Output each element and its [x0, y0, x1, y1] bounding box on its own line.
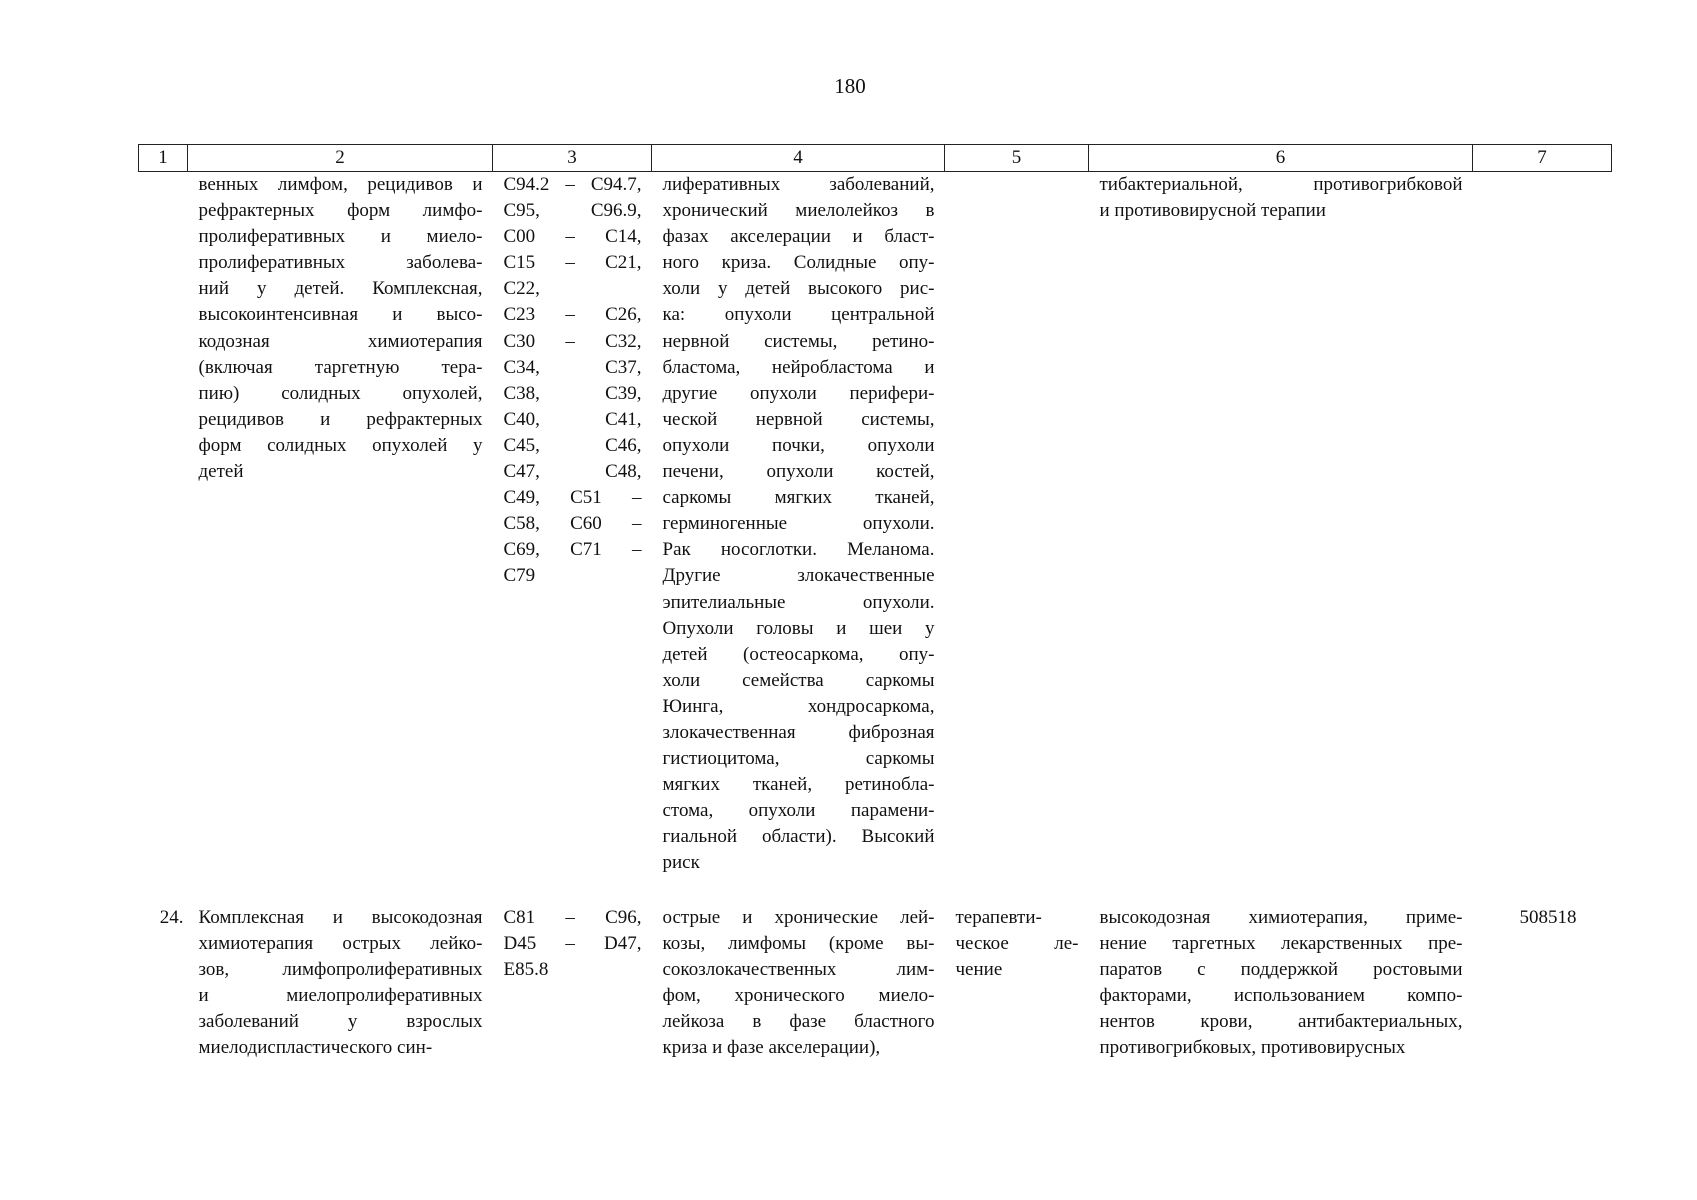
service-name-line: пролиферативных заболева- — [198, 252, 483, 274]
icd-codes-line: C95, C96.9, — [503, 200, 642, 222]
column-header-1: 1 — [139, 145, 188, 172]
patient-model-line: козы, лимфомы (кроме вы- — [662, 932, 935, 954]
page-number: 180 — [834, 74, 866, 98]
column-header-2: 2 — [188, 145, 493, 172]
service-name-line: рецидивов и рефрактерных — [198, 408, 483, 430]
treatment-method-line: противогрибковых, противовирусных — [1099, 1037, 1406, 1058]
services-table — [138, 144, 1612, 1061]
service-name-line: ний у детей. Комплексная, — [198, 278, 483, 300]
column-header-6: 6 — [1089, 145, 1473, 172]
column-header-7: 7 — [1473, 145, 1612, 172]
patient-model-line: гиальной области). Высокий — [662, 826, 935, 848]
patient-model-line: холи у детей высокого рис- — [662, 278, 935, 300]
icd-codes-line: C58, C60 – — [503, 513, 642, 535]
treatment-type-line: терапевти- — [955, 906, 1042, 928]
icd-codes-line: D45 – D47, — [503, 932, 642, 954]
patient-model-line: гистиоцитома, саркомы — [662, 748, 935, 770]
service-name-line: кодозная химиотерапия — [198, 330, 483, 352]
treatment-method-line: тибактериальной, противогрибковой — [1099, 174, 1463, 195]
service-name-line: (включая таргетную тера- — [198, 356, 483, 378]
table-row — [139, 905, 1612, 1062]
patient-model-line: холи семейства саркомы — [662, 669, 935, 691]
service-name-line: рефрактерных форм лимфо- — [198, 200, 483, 222]
service-name-line: заболеваний у взрослых — [198, 1010, 483, 1032]
treatment-type-cell — [945, 172, 1089, 905]
icd-codes-line: C15 – C21, — [503, 252, 642, 274]
cost-value-cell: 508518 — [1519, 906, 1577, 928]
patient-model-line: ного криза. Солидные опу- — [662, 252, 935, 274]
patient-model-line: хронический миелолейкоз в — [662, 200, 935, 222]
icd-codes-cell — [493, 905, 652, 1062]
patient-model-line: печени, опухоли костей, — [662, 461, 935, 483]
patient-model-line: сокозлокачественных лим- — [662, 958, 935, 980]
patient-model-line: лиферативных заболеваний, — [662, 174, 935, 195]
patient-model-line: герминогенные опухоли. — [662, 513, 935, 535]
cost-value-cell — [1473, 172, 1612, 905]
patient-model-line: опухоли почки, опухоли — [662, 434, 935, 456]
treatment-method-cell — [1089, 172, 1473, 905]
patient-model-line: фом, хронического миело- — [662, 984, 935, 1006]
icd-codes-line: C47, C48, — [503, 461, 642, 483]
treatment-type-line: чение — [955, 958, 1003, 980]
service-name-line: зов, лимфопролиферативных — [198, 958, 483, 980]
service-name-cell — [188, 905, 493, 1062]
treatment-method-line: нение таргетных лекарственных пре- — [1099, 932, 1463, 954]
patient-model-line: мягких тканей, ретинобла- — [662, 774, 935, 796]
icd-codes-line: C40, C41, — [503, 408, 642, 430]
patient-model-line: саркомы мягких тканей, — [662, 487, 935, 509]
row-number-cell — [139, 172, 188, 905]
icd-codes-line: C45, C46, — [503, 434, 642, 456]
service-name-line: и миелопролиферативных — [198, 984, 483, 1006]
patient-model-line: криза и фазе акселерации), — [662, 1037, 881, 1058]
patient-model-line: Юинга, хондросаркома, — [662, 695, 935, 717]
patient-model-line: ческой нервной системы, — [662, 408, 935, 430]
icd-codes-line: C79 — [503, 565, 536, 587]
icd-codes-line: C94.2 – C94.7, — [503, 174, 642, 195]
icd-codes-line: C30 – C32, — [503, 330, 642, 352]
patient-model-line: стома, опухоли парамени- — [662, 800, 935, 822]
column-header-4: 4 — [652, 145, 945, 172]
patient-model-line: Другие злокачественные — [662, 565, 935, 587]
icd-codes-line: C69, C71 – — [503, 539, 642, 561]
service-name-line: пию) солидных опухолей, — [198, 382, 483, 404]
patient-model-cell — [652, 172, 945, 905]
patient-model-line: детей (остеосаркома, опу- — [662, 643, 935, 665]
patient-model-line: риск — [662, 852, 700, 874]
service-name-line: детей — [198, 461, 244, 483]
patient-model-line: Опухоли головы и шеи у — [662, 617, 935, 639]
icd-codes-cell — [493, 172, 652, 905]
column-header-3: 3 — [493, 145, 652, 172]
treatment-type-line: ческое ле- — [955, 932, 1079, 954]
column-number-header-row — [139, 145, 1612, 172]
treatment-method-line: паратов с поддержкой ростовыми — [1099, 958, 1463, 980]
patient-model-line: бластома, нейробластома и — [662, 356, 935, 378]
service-name-line: форм солидных опухолей у — [198, 434, 483, 456]
patient-model-line: фазах акселерации и бласт- — [662, 226, 935, 248]
patient-model-line: эпителиальные опухоли. — [662, 591, 935, 613]
service-name-line: миелодиспластического син- — [198, 1037, 433, 1058]
patient-model-line: злокачественная фиброзная — [662, 721, 935, 743]
patient-model-line: ка: опухоли центральной — [662, 304, 935, 326]
icd-codes-line: C38, C39, — [503, 382, 642, 404]
icd-codes-line: C49, C51 – — [503, 487, 642, 509]
icd-codes-line: C34, C37, — [503, 356, 642, 378]
patient-model-line: Рак носоглотки. Меланома. — [662, 539, 935, 561]
service-name-line: венных лимфом, рецидивов и — [198, 174, 483, 195]
patient-model-line: острые и хронические лей- — [662, 906, 935, 928]
treatment-type-cell — [945, 905, 1089, 1062]
icd-codes-line: C00 – C14, — [503, 226, 642, 248]
treatment-method-line: нентов крови, антибактериальных, — [1099, 1010, 1463, 1032]
icd-codes-line: E85.8 — [503, 958, 549, 980]
service-name-line: химиотерапия острых лейко- — [198, 932, 483, 954]
icd-codes-line: C22, — [503, 278, 540, 300]
treatment-method-line: факторами, использованием компо- — [1099, 984, 1463, 1006]
patient-model-cell — [652, 905, 945, 1062]
service-name-line: высокоинтенсивная и высо- — [198, 304, 483, 326]
patient-model-line: другие опухоли перифери- — [662, 382, 935, 404]
icd-codes-line: C81 – C96, — [503, 906, 642, 928]
service-name-line: Комплексная и высокодозная — [198, 906, 483, 928]
icd-codes-line: C23 – C26, — [503, 304, 642, 326]
treatment-method-line: и противовирусной терапии — [1099, 200, 1326, 222]
treatment-method-cell — [1089, 905, 1473, 1062]
patient-model-line: лейкоза в фазе бластного — [662, 1010, 935, 1032]
service-name-cell — [188, 172, 493, 905]
row-number-cell: 24. — [159, 906, 184, 928]
service-name-line: пролиферативных и миело- — [198, 226, 483, 248]
column-header-5: 5 — [945, 145, 1089, 172]
table-row — [139, 172, 1612, 905]
treatment-method-line: высокодозная химиотерапия, приме- — [1099, 906, 1463, 928]
patient-model-line: нервной системы, ретино- — [662, 330, 935, 352]
